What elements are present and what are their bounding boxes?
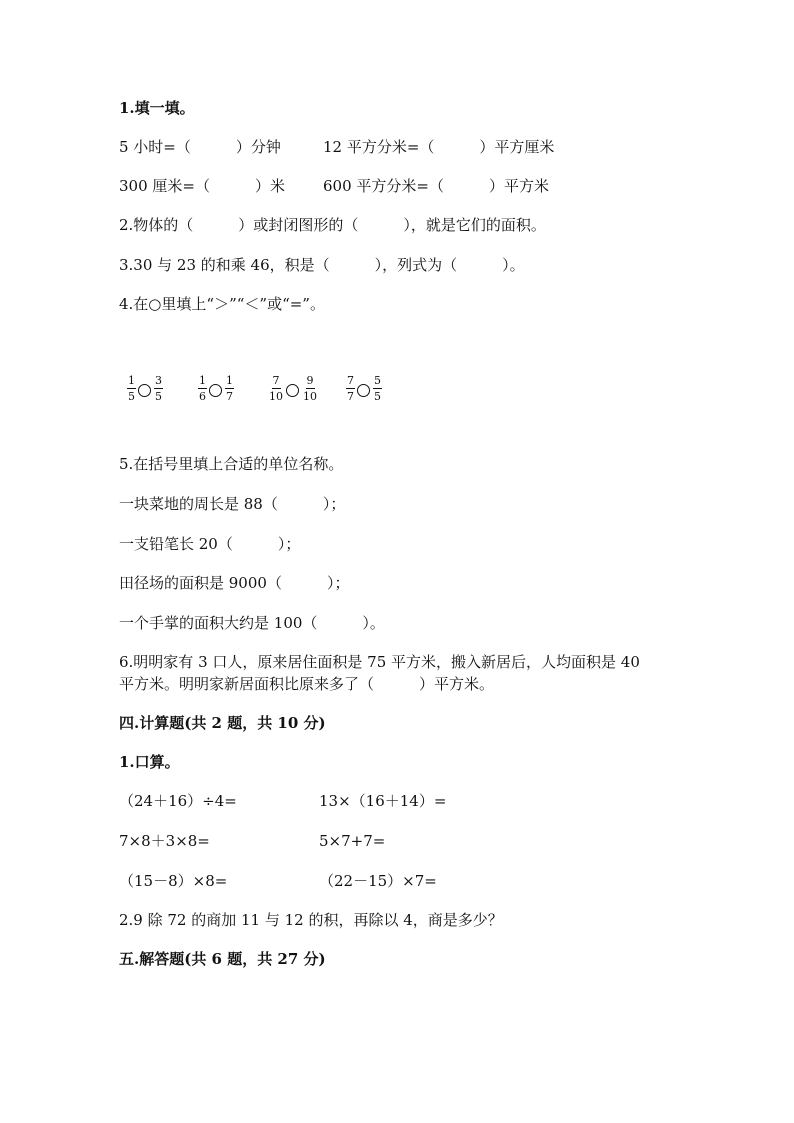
- q3-text: 3.30 与 23 的和乘 46，积是（ ），列式为（ ）。: [119, 256, 525, 274]
- q4-title: 4.在○里填上“＞”“＜”或“=”。: [119, 295, 325, 313]
- calc-row-2-right: 5×7+7=: [319, 832, 386, 850]
- q5-item-2: 一支铅笔长 20（ ）；: [119, 535, 301, 553]
- calc-row-3-right: （22－15）×7=: [319, 872, 437, 890]
- q1-title: 1.填一填。: [119, 99, 195, 117]
- right-fraction: $\frac{5}{5}$: [374, 374, 381, 403]
- compare-circle[interactable]: [138, 384, 151, 397]
- q5-item-3: 田径场的面积是 9000（ ）；: [119, 574, 350, 592]
- q1-row2-right: 600 平方分米=（ ）平方米: [323, 177, 549, 195]
- q5-title: 5.在括号里填上合适的单位名称。: [119, 455, 344, 473]
- calc-row-1-right: 13×（16＋14）=: [319, 792, 447, 810]
- compare-circle[interactable]: [357, 384, 370, 397]
- q5-item-4: 一个手掌的面积大约是 100（ ）。: [119, 614, 385, 632]
- s4-q2-text: 2.9 除 72 的商加 11 与 12 的积，再除以 4，商是多少？: [119, 911, 503, 929]
- q1-row1-right: 12 平方分米=（ ）平方厘米: [323, 138, 555, 156]
- compare-circle[interactable]: [209, 384, 222, 397]
- s4-q1-title: 1.口算。: [119, 753, 180, 771]
- calc-row-1-left: （24＋16）÷4=: [119, 792, 237, 810]
- q1-row2-left: 300 厘米=（ ）米: [119, 177, 285, 195]
- section-5-title: 五.解答题(共 6 题，共 27 分): [119, 950, 326, 968]
- q6-line-1: 6.明明家有 3 口人，原来居住面积是 75 平方米，搬入新居后，人均面积是 40: [119, 653, 640, 671]
- left-fraction: $\frac{7}{10}$: [269, 374, 283, 403]
- right-fraction: $\frac{9}{10}$: [303, 374, 317, 403]
- left-fraction: $\frac{7}{7}$: [347, 374, 354, 403]
- right-fraction: $\frac{3}{5}$: [155, 374, 162, 403]
- q5-item-1: 一块菜地的周长是 88（ ）；: [119, 495, 346, 513]
- q2-text: 2.物体的（ ）或封闭图形的（ ），就是它们的面积。: [119, 216, 546, 234]
- left-fraction: $\frac{1}{5}$: [128, 374, 135, 403]
- right-fraction: $\frac{1}{7}$: [226, 374, 233, 403]
- calc-row-3-left: （15－8）×8=: [119, 872, 228, 890]
- compare-circle[interactable]: [286, 384, 299, 397]
- q6-line-2: 平方米。明明家新居面积比原来多了（ ）平方米。: [119, 675, 495, 693]
- calc-row-2-left: 7×8＋3×8=: [119, 832, 210, 850]
- left-fraction: $\frac{1}{6}$: [199, 374, 206, 403]
- section-4-title: 四.计算题(共 2 题，共 10 分): [119, 714, 326, 732]
- q1-row1-left: 5 小时=（ ）分钟: [119, 138, 281, 156]
